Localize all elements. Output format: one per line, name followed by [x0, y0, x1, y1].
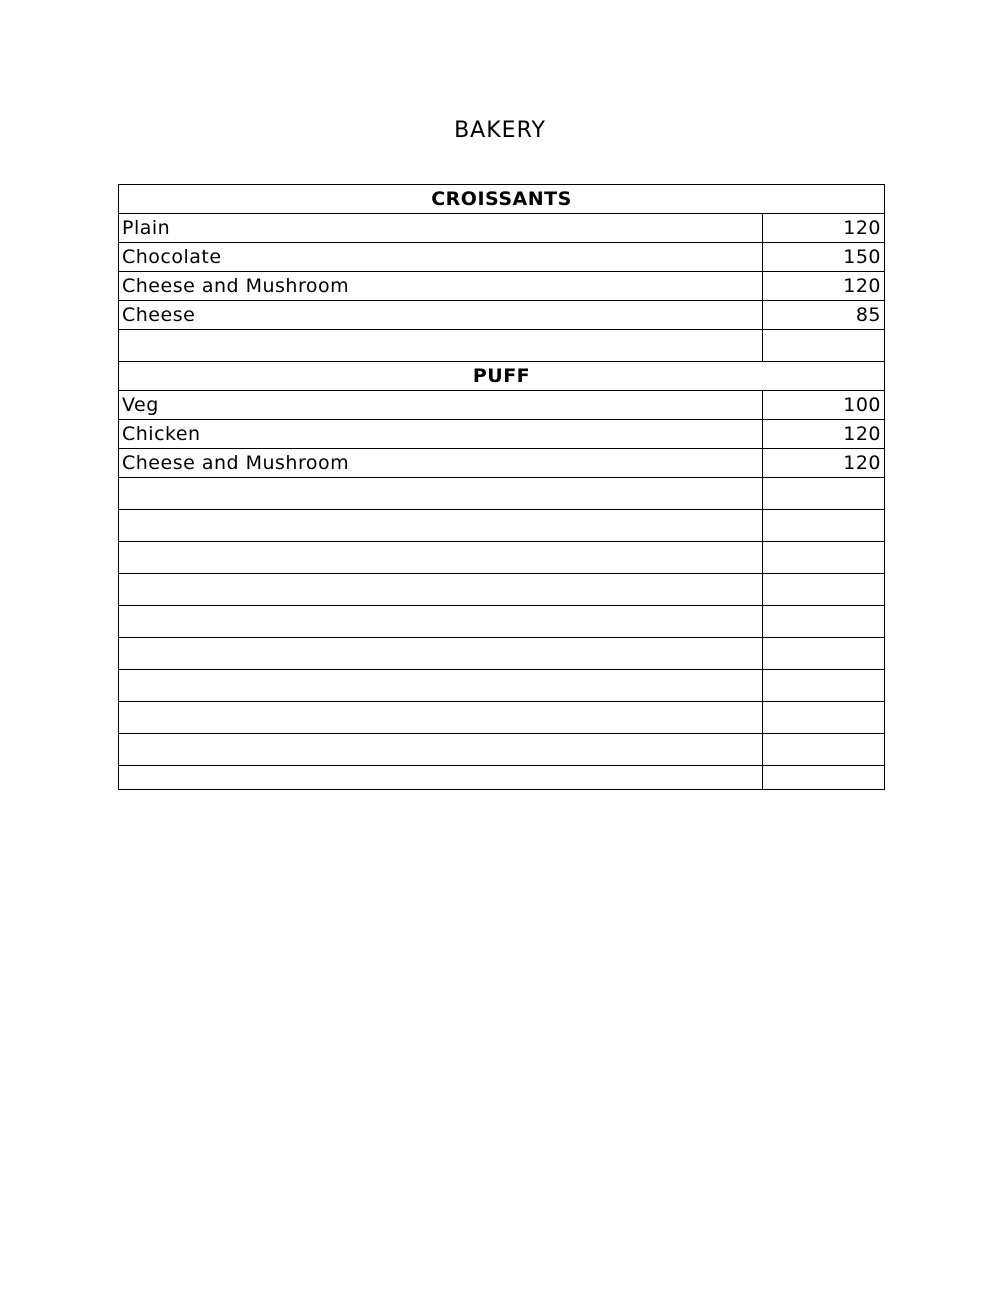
table-row	[119, 420, 885, 449]
empty-row	[119, 702, 885, 734]
table-row	[119, 301, 885, 330]
empty-row	[119, 510, 885, 542]
empty-cell	[763, 510, 885, 542]
empty-cell	[763, 606, 885, 638]
item-price: 120	[763, 214, 885, 243]
empty-cell	[119, 670, 763, 702]
empty-cell	[763, 766, 885, 790]
page-title: BAKERY	[454, 118, 546, 143]
item-price: 120	[763, 449, 885, 478]
empty-cell	[763, 574, 885, 606]
empty-cell	[763, 330, 885, 362]
item-name: Cheese and Mushroom	[119, 272, 763, 301]
empty-row	[119, 478, 885, 510]
table-row	[119, 214, 885, 243]
empty-cell	[763, 478, 885, 510]
empty-cell	[119, 766, 763, 790]
empty-cell	[119, 542, 763, 574]
empty-cell	[119, 574, 763, 606]
item-price: 100	[763, 391, 885, 420]
empty-cell	[119, 510, 763, 542]
item-name: Veg	[119, 391, 763, 420]
section-heading: PUFF	[119, 362, 885, 391]
empty-row	[119, 330, 885, 362]
item-price: 120	[763, 272, 885, 301]
item-name: Plain	[119, 214, 763, 243]
empty-row	[119, 670, 885, 702]
section-header-row	[119, 362, 885, 391]
table-row	[119, 243, 885, 272]
empty-cell	[763, 734, 885, 766]
menu-table	[118, 184, 885, 790]
empty-cell	[119, 606, 763, 638]
item-name: Cheese	[119, 301, 763, 330]
item-name: Chocolate	[119, 243, 763, 272]
table-row	[119, 391, 885, 420]
empty-cell	[763, 702, 885, 734]
empty-row	[119, 638, 885, 670]
empty-cell	[119, 638, 763, 670]
table-row	[119, 272, 885, 301]
empty-row	[119, 606, 885, 638]
empty-cell	[119, 734, 763, 766]
item-name: Cheese and Mushroom	[119, 449, 763, 478]
section-heading: CROISSANTS	[119, 185, 885, 214]
empty-cell	[119, 478, 763, 510]
empty-cell	[763, 670, 885, 702]
empty-row	[119, 574, 885, 606]
section-header-row	[119, 185, 885, 214]
empty-cell	[119, 702, 763, 734]
empty-row	[119, 542, 885, 574]
empty-cell	[763, 542, 885, 574]
item-price: 85	[763, 301, 885, 330]
item-name: Chicken	[119, 420, 763, 449]
table-row	[119, 449, 885, 478]
empty-row	[119, 734, 885, 766]
item-price: 120	[763, 420, 885, 449]
empty-row	[119, 766, 885, 790]
empty-cell	[763, 638, 885, 670]
item-price: 150	[763, 243, 885, 272]
empty-cell	[119, 330, 763, 362]
